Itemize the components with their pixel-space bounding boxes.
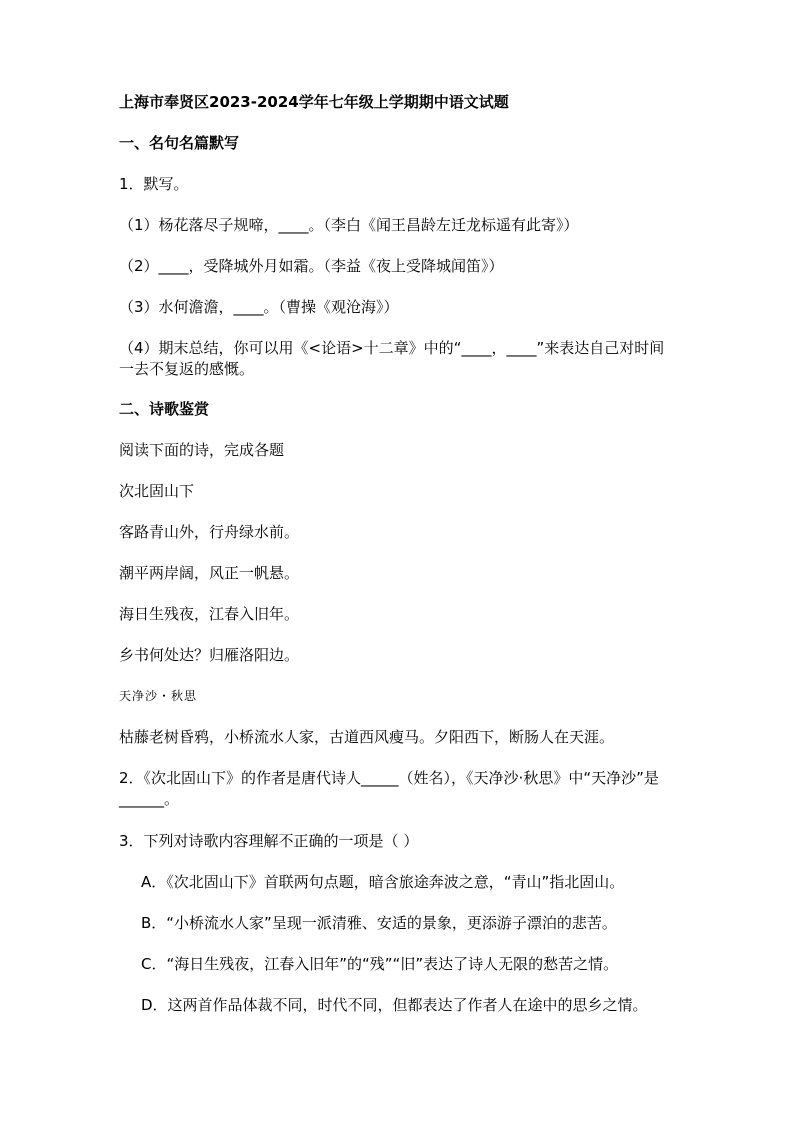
- question-3-option-c: C．“海日生残夜，江春入旧年”的“残”“旧”表达了诗人无限的愁苦之情。: [141, 955, 619, 973]
- question-1-item-1: （1）杨花落尽子规啼，____。（李白《闻王昌龄左迁龙标遥有此寄》）: [119, 216, 579, 234]
- section-heading-2: 二、诗歌鉴赏: [119, 400, 210, 418]
- poem-1-line-4: 乡书何处达？归雁洛阳边。: [119, 646, 300, 664]
- poem-1-line-3: 海日生残夜，江春入旧年。: [119, 605, 300, 623]
- poem-2-title: 天净沙・秋思: [119, 689, 198, 703]
- poem-1-line-1: 客路青山外，行舟绿水前。: [119, 523, 300, 541]
- section-heading-1: 一、名句名篇默写: [119, 134, 240, 152]
- question-3-option-b: B．“小桥流水人家”呈现一派清雅、安适的景象，更添游子漂泊的悲苦。: [141, 914, 617, 932]
- poem-1-line-2: 潮平两岸阔，风正一帆悬。: [119, 564, 300, 582]
- question-1-item-4: （4）期末总结，你可以用《<论语>十二章》中的“____，____”来表达自己对时间一去不复返的感慨。: [119, 339, 665, 378]
- reading-instruction: 阅读下面的诗，完成各题: [119, 441, 285, 459]
- question-2: 2．《次北固山下》的作者是唐代诗人_____（姓名），《天净沙·秋思》中“天净沙”是______。: [119, 769, 659, 808]
- question-1-heading: 1．默写。: [119, 175, 189, 193]
- question-1-item-3: （3）水何澹澹，____。（曹操《观沧海》）: [119, 298, 399, 316]
- poem-2-text: 枯藤老树昏鸦，小桥流水人家，古道西风瘦马。夕阳西下，断肠人在天涯。: [119, 728, 615, 746]
- document-page: [119, 92, 679, 1015]
- question-3: 3．下列对诗歌内容理解不正确的一项是（ ）: [119, 832, 419, 850]
- question-3-option-a: A．《次北固山下》首联两句点题，暗含旅途奔波之意，“青山”指北固山。: [141, 873, 625, 891]
- poem-1-title: 次北固山下: [119, 482, 195, 500]
- document-title: 上海市奉贤区2023-2024学年七年级上学期期中语文试题: [119, 93, 509, 111]
- question-1-item-2: （2）____，受降城外月如霜。（李益《夜上受降城闻笛》）: [119, 257, 504, 275]
- question-3-option-d: D．这两首作品体裁不同，时代不同，但都表达了作者人在途中的思乡之情。: [141, 996, 648, 1014]
